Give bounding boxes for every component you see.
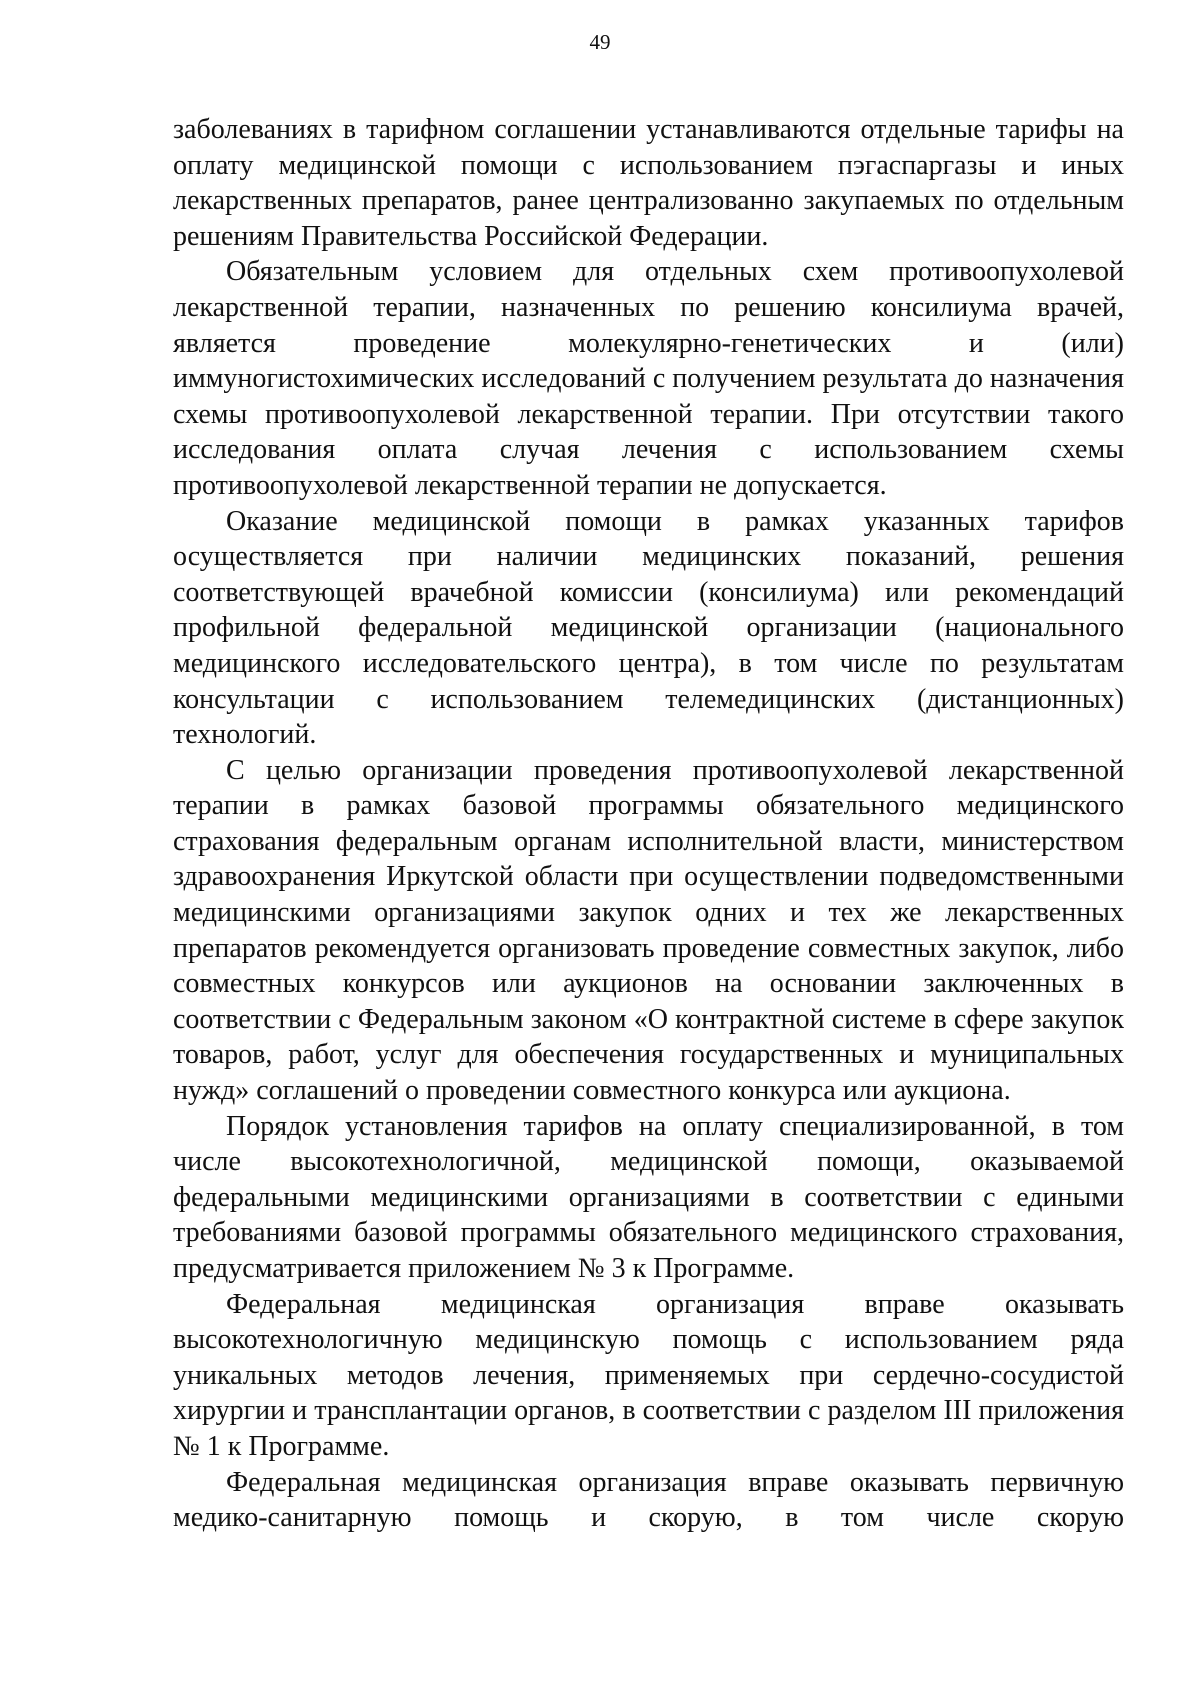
paragraph-2: Обязательным условием для отдельных схем противоопухолевой лекарственной терапии, назначенных по решению консилиума врачей, является проведение молекулярно-генетических и (или) иммуногистохимических исследований с получением результата до назначения схемы противоопухолевой лекарственной терапии. При отсутствии такого исследования оплата случая лечения с использованием схемы противоопухолевой лекарственной терапии не допускается. <box>173 256 1124 501</box>
paragraph-1: заболеваниях в тарифном соглашении устанавливаются отдельные тарифы на оплату медицинской помощи с использованием пэгаспаргазы и иных лекарственных препаратов, ранее централизованно закупаемых по отдельным решениям Правительства Российской Федерации. <box>173 114 1124 252</box>
paragraph-3: Оказание медицинской помощи в рамках указанных тарифов осуществляется при наличии медицинских показаний, решения соответствующей врачебной комиссии (консилиума) или рекомендаций профильной федеральной медицинской организации (национального медицинского исследовательского центра), в том числе по результатам консультации с использованием телемедицинских (дистанционных) технологий. <box>173 505 1124 751</box>
page-number: 49 <box>589 30 611 54</box>
paragraph-7: Федеральная медицинская организация вправе оказывать первичную медико-санитарную помощь и скорую, в том числе скорую <box>173 1466 1124 1534</box>
paragraph-5: Порядок установления тарифов на оплату специализированной, в том числе высокотехнологичной, медицинской помощи, оказываемой федеральными медицинскими организациями в соответствии с едиными требованиями базовой программы обязательного медицинского страхования, предусматривается приложением № 3 к Программе. <box>173 1110 1124 1284</box>
paragraph-4: С целью организации проведения противоопухолевой лекарственной терапии в рамках базовой программы обязательного медицинского страхования федеральным органам исполнительной власти, министерством здравоохранения Иркутской области при осуществлении подведомственными медицинскими организациями закупок одних и тех же лекарственных препаратов рекомендуется организовать проведение совместных закупок, либо совместных конкурсов или аукционов на основании заключенных в соответствии с Федеральным законом «О контрактной системе в сфере закупок товаров, работ, услуг для обеспечения государственных и муниципальных нужд» соглашений о проведении совместного конкурса или аукциона. <box>173 754 1124 1107</box>
paragraph-6: Федеральная медицинская организация вправе оказывать высокотехнологичную медицинскую помощь с использованием ряда уникальных методов лечения, применяемых при сердечно-сосудистой хирургии и трансплантации органов, в соответствии с разделом III приложения № 1 к Программе. <box>173 1288 1124 1462</box>
document-body <box>173 112 1124 1536</box>
